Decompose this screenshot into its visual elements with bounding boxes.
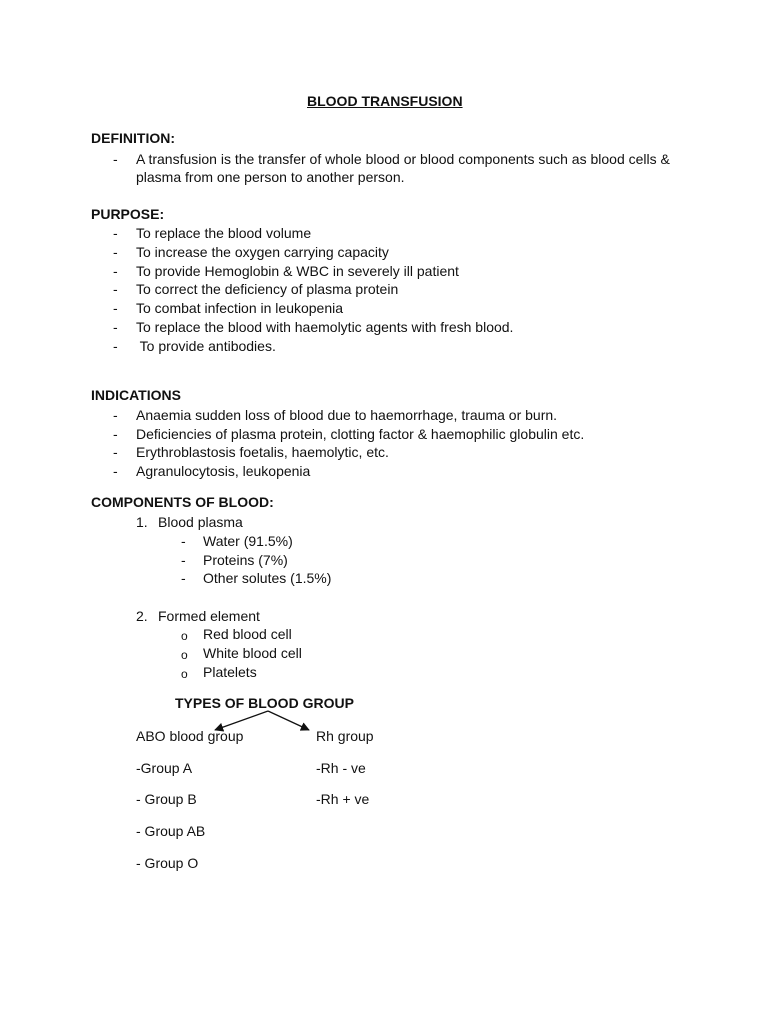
- abo-label: ABO blood group: [136, 728, 244, 744]
- formed-bullet: o: [181, 629, 188, 643]
- definition-line-1: A transfusion is the transfer of whole blood or blood components such as blood cells &: [136, 151, 670, 167]
- formed-label: Formed element: [158, 608, 260, 624]
- definition-heading: DEFINITION:: [91, 130, 175, 146]
- definition-line-2: plasma from one person to another person.: [136, 169, 405, 185]
- purpose-bullet: -: [113, 300, 118, 316]
- indications-bullet: -: [113, 463, 118, 479]
- abo-item: - Group AB: [136, 823, 206, 839]
- plasma-label: Blood plasma: [158, 514, 243, 530]
- rh-item: -Rh - ve: [316, 760, 366, 776]
- plasma-bullet: -: [181, 533, 186, 549]
- page-title: BLOOD TRANSFUSION: [307, 93, 463, 109]
- purpose-bullet: -: [113, 338, 118, 354]
- rh-item: -Rh + ve: [316, 791, 370, 807]
- indications-item: Deficiencies of plasma protein, clotting factor & haemophilic globulin etc.: [136, 426, 585, 442]
- plasma-item: Other solutes (1.5%): [203, 570, 332, 586]
- formed-bullet: o: [181, 667, 188, 681]
- arrow-to-rh: [268, 711, 309, 730]
- indications-item: Anaemia sudden loss of blood due to haemorrhage, trauma or burn.: [136, 407, 558, 423]
- abo-item: - Group B: [136, 791, 197, 807]
- purpose-bullet: -: [113, 244, 118, 260]
- abo-item: -Group A: [136, 760, 193, 776]
- purpose-bullet: -: [113, 281, 118, 297]
- purpose-item: To provide Hemoglobin & WBC in severely ill patient: [136, 263, 459, 279]
- rh-label: Rh group: [316, 728, 374, 744]
- indications-item: Agranulocytosis, leukopenia: [136, 463, 311, 479]
- purpose-bullet: -: [113, 263, 118, 279]
- formed-item: Platelets: [203, 664, 257, 680]
- purpose-bullet: -: [113, 319, 118, 335]
- plasma-bullet: -: [181, 552, 186, 568]
- indications-item: Erythroblastosis foetalis, haemolytic, etc.: [136, 444, 389, 460]
- indications-bullet: -: [113, 407, 118, 423]
- plasma-number: 1.: [136, 514, 148, 530]
- plasma-item: Proteins (7%): [203, 552, 288, 568]
- purpose-heading: PURPOSE:: [91, 206, 165, 222]
- formed-item: White blood cell: [203, 645, 302, 661]
- plasma-item: Water (91.5%): [203, 533, 293, 549]
- purpose-item: To increase the oxygen carrying capacity: [136, 244, 389, 260]
- formed-number: 2.: [136, 608, 148, 624]
- plasma-bullet: -: [181, 570, 186, 586]
- purpose-item: To correct the deficiency of plasma protein: [136, 281, 399, 297]
- blood-group-heading: TYPES OF BLOOD GROUP: [175, 695, 354, 711]
- purpose-item: To replace the blood with haemolytic agents with fresh blood.: [136, 319, 514, 335]
- purpose-bullet: -: [113, 225, 118, 241]
- components-heading: COMPONENTS OF BLOOD:: [91, 494, 274, 510]
- formed-bullet: o: [181, 648, 188, 662]
- indications-bullet: -: [113, 444, 118, 460]
- indications-bullet: -: [113, 426, 118, 442]
- formed-item: Red blood cell: [203, 626, 292, 642]
- abo-item: - Group O: [136, 855, 199, 871]
- purpose-item: To combat infection in leukopenia: [136, 300, 344, 316]
- purpose-item: To provide antibodies.: [136, 338, 276, 354]
- indications-heading: INDICATIONS: [91, 387, 181, 403]
- definition-bullet: -: [113, 151, 118, 167]
- purpose-item: To replace the blood volume: [136, 225, 312, 241]
